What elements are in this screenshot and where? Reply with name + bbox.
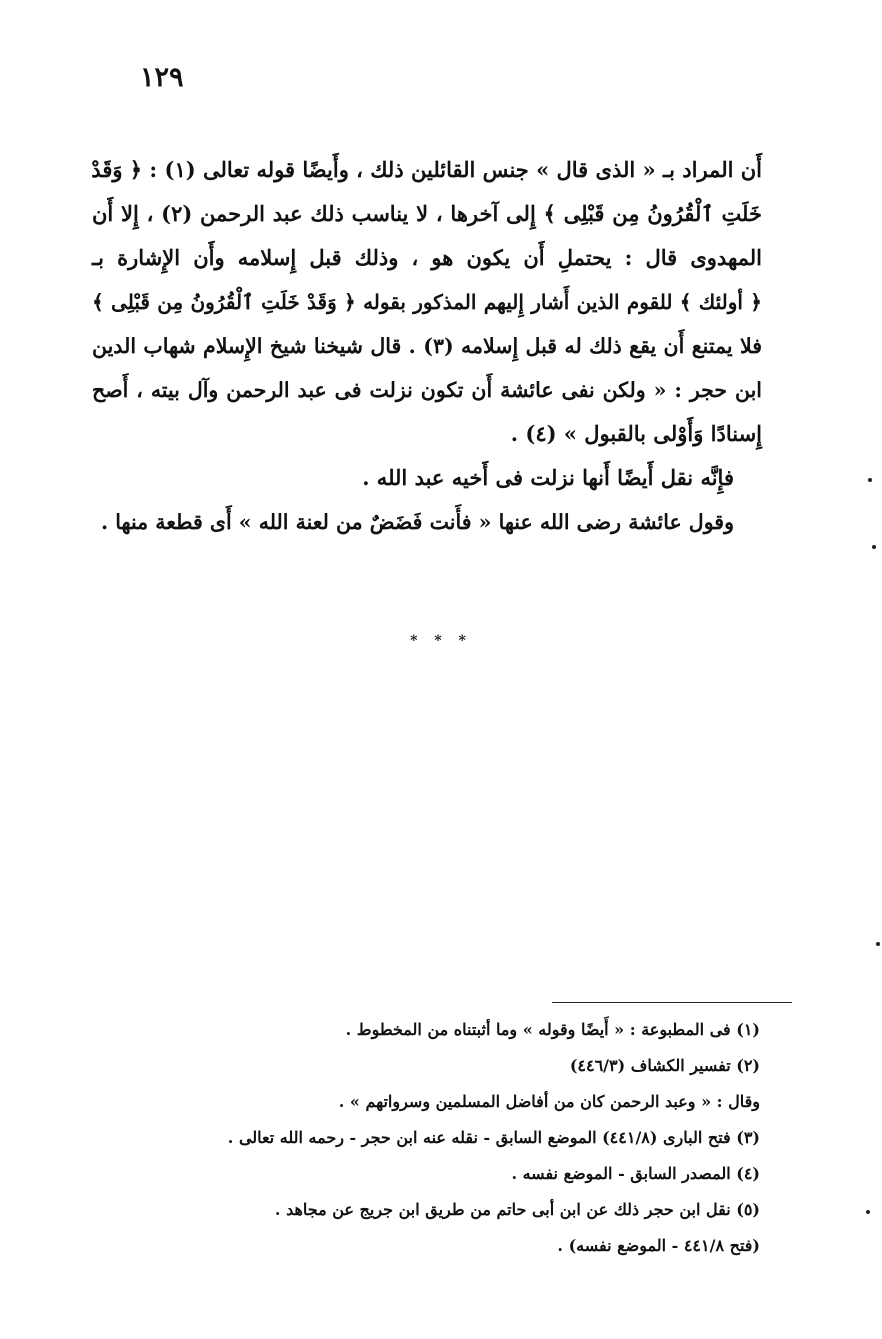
footnote: (٥) نقل ابن حجر ذلك عن ابن أبى حاتم من طريق ابن جريج عن مجاهد .	[274, 1200, 760, 1219]
footnote: (٢) تفسير الكشاف (٤٤٦/٣)	[569, 1056, 760, 1075]
scan-speck	[876, 942, 880, 946]
footnote-divider	[552, 1002, 792, 1003]
footnotes	[120, 1012, 760, 1264]
footnote: (فتح ٤٤١/٨ - الموضع نفسه) .	[557, 1236, 760, 1255]
scan-speck	[868, 478, 872, 482]
body-line: المهدوى قال : يحتملِ أَن يكون هو ، وذلك قبل إِسلامه وأَن الإِشارة بـ	[92, 245, 762, 270]
body-line: ﴿ أولئك ﴾ للقوم الذين أَشار إِليهم المذكور بقوله ﴿ وَقَدْ خَلَتِ ٱلْقُرُونُ مِن قَبْلِى ﴾	[92, 290, 762, 314]
body-line: فإِنَّه نقل أَيضًا أَنها نزلت فى أَخيه عبد الله .	[362, 465, 734, 490]
body-line: وقول عائشة رضى الله عنها « فأَنت فَضَضٌ من لعنة الله » أَى قطعة منها .	[101, 510, 734, 534]
section-separator: * * *	[410, 633, 472, 649]
footnote: (٣) فتح البارى (٤٤١/٨) الموضع السابق - نقله عنه ابن حجر - رحمه الله تعالى .	[227, 1128, 760, 1147]
scan-speck	[866, 1210, 870, 1214]
footnote: (١) فى المطبوعة : « أَيضًا وقوله » وما أثبتناه من المخطوط .	[345, 1020, 760, 1039]
main-body-text	[92, 148, 762, 544]
body-line: إِسنادًا وَأَوْلى بالقبول » (٤) .	[510, 421, 762, 446]
body-line: ابن حجر : « ولكن نفى عائشة أَن تكون نزلت فى عبد الرحمن وآل بيته ، أَصح	[92, 378, 762, 402]
body-line: خَلَتِ ٱلْقُرُونُ مِن قَبْلِى ﴾ إِلى آخرها ، لا يناسب ذلك عبد الرحمن (٢) ، إِلا أَن	[92, 201, 762, 226]
footnote: وقال : « وعبد الرحمن كان من أفاضل المسلمين وسرواتهم » .	[338, 1092, 760, 1111]
scan-speck	[872, 545, 876, 549]
body-line: أَن المراد بـ « الذى قال » جنس القائلين ذلك ، وأَيضًا قوله تعالى (١) : ﴿ وَقَدْ	[91, 157, 762, 182]
footnote: (٤) المصدر السابق - الموضع نفسه .	[511, 1164, 760, 1183]
body-line: فلا يمتنع أَن يقع ذلك له قبل إِسلامه (٣) . قال شيخنا شيخ الإِسلام شهاب الدين	[92, 334, 762, 358]
page-number: ١٢٩	[140, 62, 184, 93]
